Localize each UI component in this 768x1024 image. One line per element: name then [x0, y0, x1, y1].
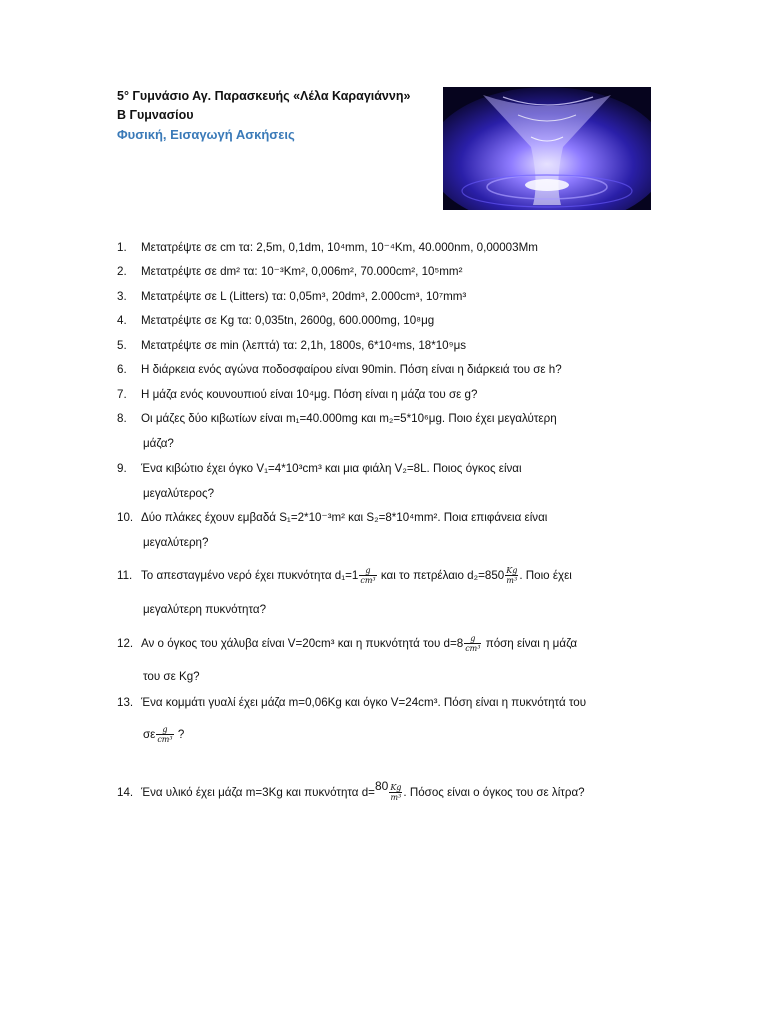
vortex-image: [443, 87, 651, 210]
fraction-g-per-cm3: $\frac{g}{\text{cm³}}$: [360, 566, 376, 586]
list-item: 12. Αν ο όγκος του χάλυβα είναι V=20cm³ και η πυκνότητά του d=8 $\frac{g}{\text{cm³}}$ πόση είναι η μάζα: [117, 634, 578, 654]
list-item-continuation: του σε Kg?: [143, 670, 200, 683]
list-item: 4. Μετατρέψτε σε Kg τα: 0,035tn, 2600g, 600.000mg, 10⁸μg: [117, 314, 435, 327]
fraction-g-per-cm3: $\frac{g}{\text{cm³}}$: [465, 634, 481, 654]
list-item: 8. Οι μάζες δύο κιβωτίων είναι m₁=40.000mg και m₂=5*10⁶μg. Ποιο έχει μεγαλύτερη μάζα?: [117, 412, 557, 450]
list-item: 7. Η μάζα ενός κουνουπιού είναι 10⁴μg. Πόση είναι η μάζα του σε g?: [117, 388, 478, 401]
grade-label: Β Γυμνασίου: [117, 108, 194, 122]
list-item: 6. Η διάρκεια ενός αγώνα ποδοσφαίρου είναι 90min. Πόση είναι η διάρκειά του σε h?: [117, 363, 562, 376]
list-item: 10. Δύο πλάκες έχουν εμβαδά S₁=2*10⁻³m² και S₂=8*10⁴mm². Ποια επιφάνεια είναι μεγαλύτερη?: [117, 511, 548, 549]
school-name: 5° Γυμνάσιο Αγ. Παρασκευής «Λέλα Καραγιάννη»: [117, 89, 411, 103]
list-item: 5. Μετατρέψτε σε min (λεπτά) τα: 2,1h, 1800s, 6*10⁴ms, 18*10⁹μs: [117, 339, 467, 352]
list-item: 9. Ένα κιβώτιο έχει όγκο V₁=4*10³cm³ και μια φιάλη V₂=8L. Ποιος όγκος είναι μεγαλύτερος?: [117, 462, 522, 500]
subject-title: Φυσική, Εισαγωγή Ασκήσεις: [117, 127, 295, 142]
list-item-continuation: σε $\frac{g}{\text{cm³}}$ ?: [143, 725, 185, 745]
list-item: 2. Μετατρέψτε σε dm² τα: 10⁻³Km², 0,006m², 70.000cm², 10⁵mm²: [117, 265, 463, 278]
fraction-g-per-cm3: $\frac{g}{\text{cm³}}$: [157, 725, 173, 745]
document-header: [117, 87, 437, 145]
list-item: 13. Ένα κομμάτι γυαλί έχει μάζα m=0,06Kg και όγκο V=24cm³. Πόση είναι η πυκνότητά του: [117, 696, 587, 709]
list-item: 3. Μετατρέψτε σε L (Litters) τα: 0,05m³, 20dm³, 2.000cm³, 10⁷mm³: [117, 290, 467, 303]
fraction-kg-per-m3: $\frac{Kg}{\text{m³}}$: [506, 566, 518, 586]
list-item: 14. Ένα υλικό έχει μάζα m=3Kg και πυκνότητα d=80 $\frac{Kg}{\text{m³}}$ . Πόσος είναι ο όγκος του σε λίτρα?: [117, 779, 585, 803]
list-item: 11. Το απεσταγμένο νερό έχει πυκνότητα d₁=1 $\frac{g}{\text{cm³}}$ και το πετρέλαιο d₂=850 $\frac{Kg}{\text{m³}}$ . Ποιο έχει: [117, 566, 572, 586]
list-item-continuation: μεγαλύτερη πυκνότητα?: [143, 603, 267, 616]
list-item: 1. Μετατρέψτε σε cm τα: 2,5m, 0,1dm, 10⁴mm, 10⁻⁴Km, 40.000nm, 0,00003Mm: [117, 241, 538, 254]
fraction-kg-per-m3: $\frac{Kg}{\text{m³}}$: [390, 783, 402, 803]
